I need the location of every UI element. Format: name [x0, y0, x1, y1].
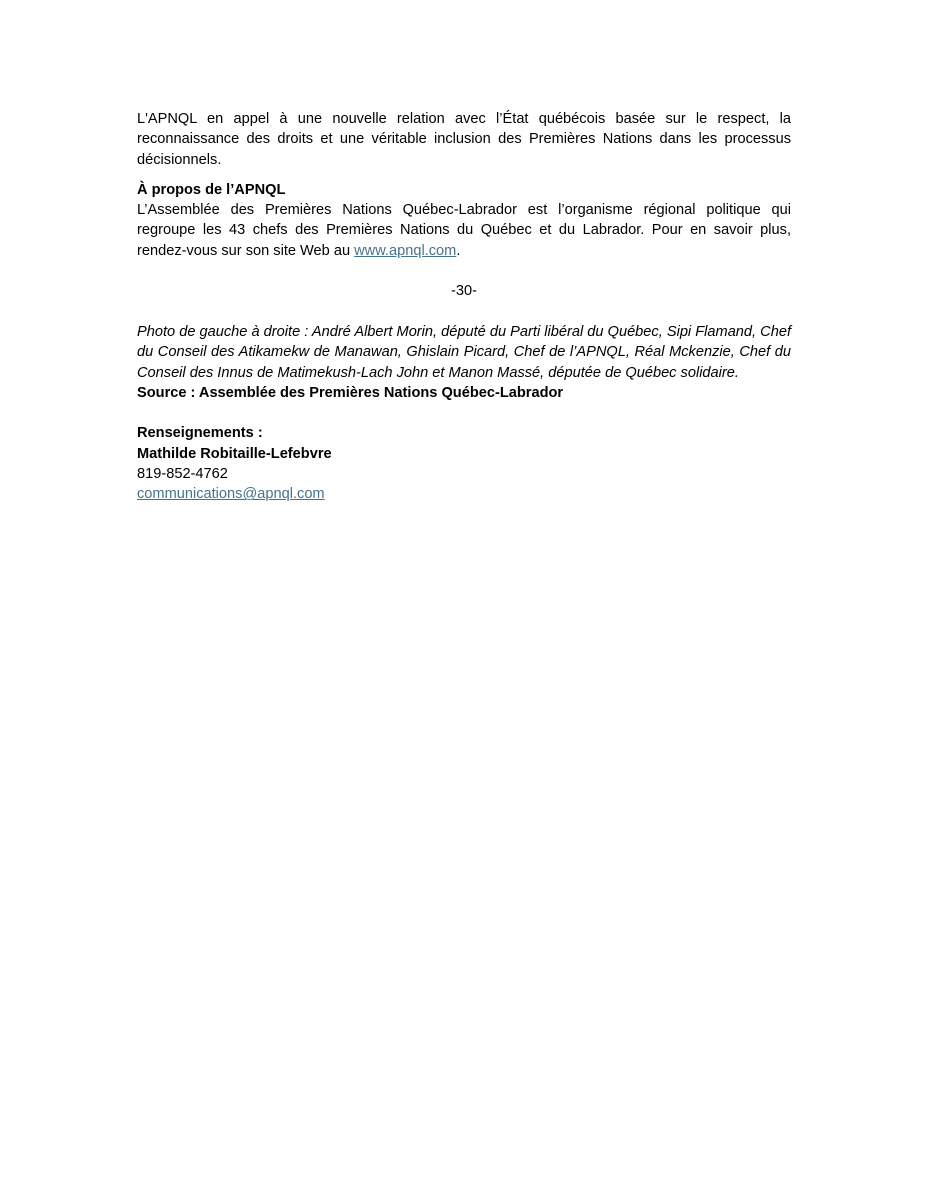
about-body-suffix: .	[456, 242, 461, 259]
end-marker: -30-	[451, 283, 477, 300]
contact-name: Mathilde Robitaille-Lefebvre	[137, 445, 332, 462]
about-heading: À propos de l’APNQL	[137, 181, 286, 198]
contact-phone: 819-852-4762	[137, 466, 228, 483]
spacer	[137, 403, 791, 423]
about-body-prefix: L’Assemblée des Premières Nations Québec-Labrador est l’organisme régional politique qui regroupe les 43 chefs des Premières Nations du Québec et du Labrador. Pour en savoir plus, rendez-vous sur son site Web au	[137, 202, 791, 259]
about-paragraph	[137, 200, 791, 261]
contact-heading: Renseignements :	[137, 425, 263, 442]
source-line: Source : Assemblée des Premières Nations Québec-Labrador	[137, 384, 564, 401]
photo-caption: Photo de gauche à droite : André Albert Morin, député du Parti libéral du Québec, Sipi Flamand, Chef du Conseil des Atikamekw de Manawan, Ghislain Picard, Chef de l’APNQL, Réal Mckenzie, Chef du Conseil des Innus de Matimekush-Lach John et Manon Massé, députée de Québec solidaire.	[137, 323, 791, 381]
spacer	[137, 302, 791, 322]
document-page	[137, 109, 791, 505]
spacer	[137, 261, 791, 281]
about-section	[137, 180, 791, 261]
contact-section	[137, 423, 791, 504]
apnql-website-link[interactable]: www.apnql.com	[354, 242, 457, 259]
intro-paragraph: L'APNQL en appel à une nouvelle relation avec l’État québécois basée sur le respect, la reconnaissance des droits et une véritable inclusion des Premières Nations dans les processus décisionnels.	[137, 111, 791, 168]
contact-email-link[interactable]: communications@apnql.com	[137, 486, 325, 503]
